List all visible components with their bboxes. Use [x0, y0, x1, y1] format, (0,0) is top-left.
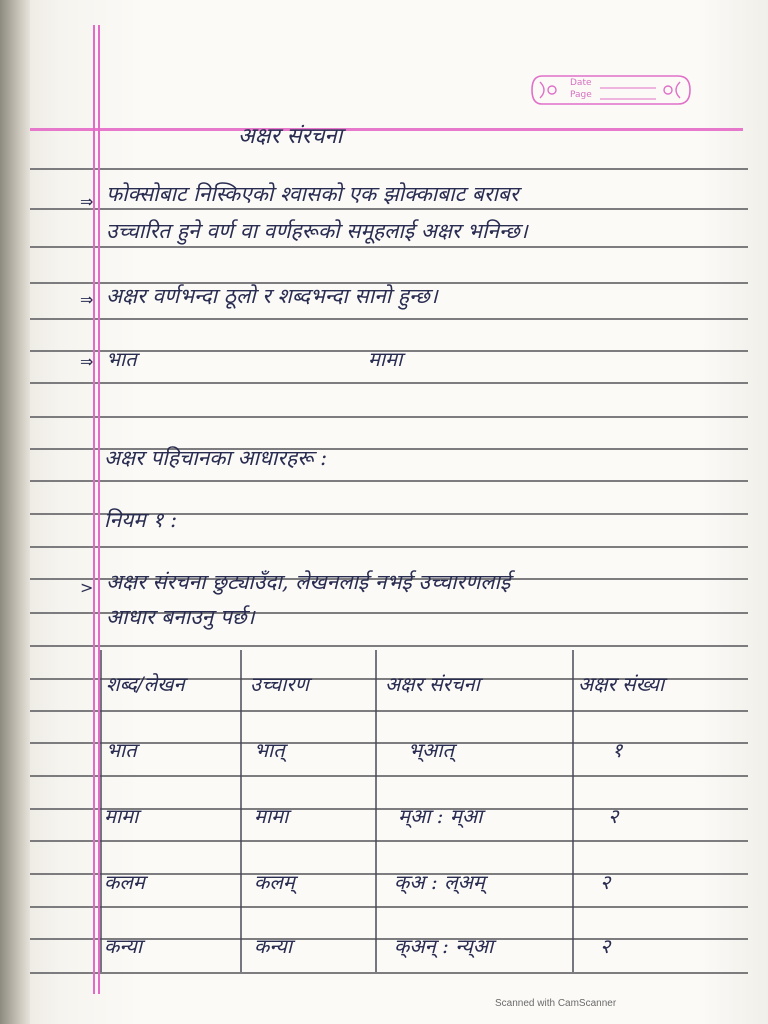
ruled-line — [30, 742, 748, 744]
table-column-divider — [572, 650, 574, 972]
scanner-watermark: Scanned with CamScanner — [495, 998, 617, 1009]
table-header-cell: उच्चारण — [250, 672, 310, 696]
paragraph-4-line-1: अक्षर संरचना छुट्याउँदा, लेखनलाई नभई उच्चारणलाई — [106, 570, 511, 594]
ruled-line — [30, 972, 748, 974]
ruled-line — [30, 246, 748, 248]
ruled-line — [30, 416, 748, 418]
table-cell: कन्या — [254, 934, 293, 958]
table-cell: कन्या — [104, 934, 143, 958]
table-cell: कलम् — [254, 870, 295, 894]
ruled-line — [30, 382, 748, 384]
table-cell: १ — [612, 738, 623, 762]
example-word-1: भात — [106, 347, 137, 371]
bullet-arrow: > — [80, 578, 94, 597]
paragraph-1-line-1: फोक्सोबाट निस्किएको श्वासको एक झोक्काबाट बराबर — [106, 182, 519, 206]
date-page-stamp — [528, 68, 693, 112]
ruled-line — [30, 710, 748, 712]
section-heading: अक्षर पहिचानका आधारहरू : — [104, 446, 328, 470]
ruled-line — [30, 906, 748, 908]
paragraph-2: अक्षर वर्णभन्दा ठूलो र शब्दभन्दा सानो हुन्छ। — [106, 284, 438, 308]
ruled-line — [30, 208, 748, 210]
table-cell: मामा — [254, 804, 289, 828]
table-cell: २ — [608, 804, 619, 828]
table-cell: कलम — [104, 870, 145, 894]
table-cell: २ — [600, 934, 611, 958]
scroll-frame-icon — [528, 68, 693, 112]
table-border — [100, 650, 102, 972]
header-rule — [30, 128, 743, 131]
table-cell: म्आ : म्आ — [398, 804, 483, 828]
table-header-cell: अक्षर संख्या — [578, 672, 665, 696]
table-cell: क्अ : ल्अम् — [394, 870, 485, 894]
bullet-arrow: ⇒ — [80, 352, 94, 371]
table-cell: भात — [106, 738, 137, 762]
page-title: अक्षर संरचना — [238, 124, 343, 149]
table-cell: क्अन् : न्य्आ — [394, 934, 494, 958]
table-cell: मामा — [104, 804, 139, 828]
ruled-line — [30, 318, 748, 320]
table-cell: भ्आत् — [408, 738, 454, 762]
ruled-line — [30, 840, 748, 842]
table-header-cell: अक्षर संरचना — [385, 672, 480, 696]
table-cell: भात् — [254, 738, 285, 762]
table-cell: २ — [600, 870, 611, 894]
bullet-arrow: ⇒ — [80, 192, 94, 211]
ruled-line — [30, 480, 748, 482]
page-label: Page — [570, 90, 592, 100]
margin-line — [93, 25, 95, 994]
rule-heading: नियम १ : — [104, 508, 178, 532]
table-column-divider — [375, 650, 377, 972]
ruled-line — [30, 645, 748, 647]
bullet-arrow: ⇒ — [80, 290, 94, 309]
page-edge-shadow — [0, 0, 30, 1024]
paragraph-1-line-2: उच्चारित हुने वर्ण वा वर्णहरूको समूहलाई अक्षर भनिन्छ। — [106, 219, 528, 243]
ruled-line — [30, 546, 748, 548]
date-label: Date — [570, 78, 592, 88]
ruled-line — [30, 775, 748, 777]
table-header-cell: शब्द/लेखन — [106, 672, 185, 696]
example-word-2: मामा — [368, 347, 403, 371]
table-column-divider — [240, 650, 242, 972]
paragraph-4-line-2: आधार बनाउनु पर्छ। — [106, 605, 255, 629]
ruled-line — [30, 168, 748, 170]
